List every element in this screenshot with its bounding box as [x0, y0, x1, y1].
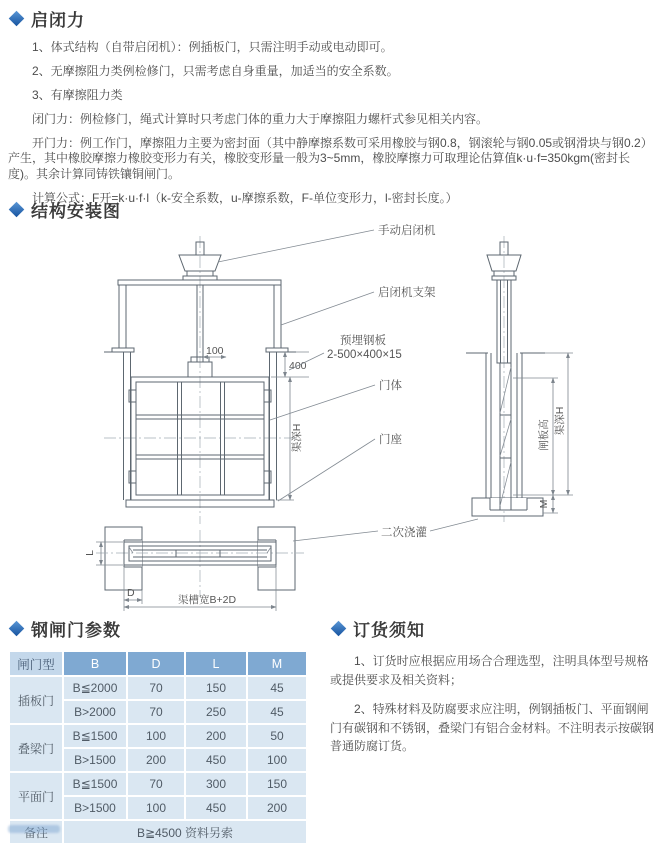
ordering-title: 订货须知: [353, 621, 425, 640]
dim-M: M: [538, 499, 550, 509]
label-gate-body: 门体: [379, 380, 402, 392]
table-cell: 45: [247, 700, 307, 724]
force-item: 2、无摩擦阻力类例检修门，只需考虑自身重量，加适当的安全系数。: [32, 63, 399, 78]
label-embedded-plate: 预埋钢板: [340, 335, 386, 347]
section-title-row: [8, 6, 654, 31]
table-cell: 450: [185, 796, 247, 820]
header-D: D: [127, 651, 185, 676]
label-secondary-pour: 二次浇灌: [381, 527, 427, 539]
table-cell: 150: [185, 676, 247, 700]
open-force-paragraph: 开门力：例工作门，摩擦阻力主要为密封面（其中静摩擦系数可采用橡胶与钢0.8，钢滚轮与钢0.05或钢滑块与钢0.2）产生，其中橡胶摩擦力橡胶变形力有关，橡胶变形量一般为3~5mm，橡胶摩擦力可取理论估算值k·u·f=350kgm(密封长度)。其余计算同铸铁镶铜闸门。: [8, 135, 653, 182]
section-ordering: [330, 616, 654, 767]
dim-channel-depth-front: 渠深H: [291, 423, 303, 453]
diamond-bullet-icon: [9, 202, 25, 218]
label-gate-seat: 门座: [379, 434, 402, 446]
diamond-bullet-icon: [331, 621, 347, 637]
header-L: L: [185, 651, 247, 676]
parameters-title-row: [8, 616, 318, 641]
table-header-row: [9, 651, 307, 676]
section-installation-title: [8, 197, 121, 222]
gate-parameters-table: [8, 650, 308, 845]
dim-100: 100: [206, 345, 224, 357]
section-parameters: [8, 616, 318, 845]
table-cell: 50: [247, 724, 307, 748]
force-item: 1、体式结构（自带启闭机）：例插板门，只需注明手动或电动即可。: [32, 39, 393, 54]
ordering-paragraph: 2、特殊材料及防腐要求应注明，例钢插板门、平面钢闸门有碳钢和不锈钢，叠梁门有铝合金材料。不注明表示按碳钢普通防腐订货。: [330, 702, 655, 754]
foundation-block-side: [472, 498, 543, 516]
table-cell: 100: [247, 748, 307, 772]
type-cell: 插板门: [9, 676, 63, 724]
side-view: [466, 236, 573, 522]
installation-drawing: [0, 222, 660, 614]
table-cell: 150: [247, 772, 307, 796]
table-cell: 70: [127, 676, 185, 700]
dim-L: L: [84, 550, 96, 556]
table-cell: 200: [247, 796, 307, 820]
diamond-bullet-icon: [9, 11, 25, 27]
table-cell: 70: [127, 772, 185, 796]
header-M: M: [247, 651, 307, 676]
table-cell: 200: [185, 724, 247, 748]
dim-gate-plate-height: 闸板高: [538, 419, 550, 451]
table-row: [9, 676, 307, 700]
table-cell: B≦1500: [63, 772, 127, 796]
front-view: [104, 236, 309, 524]
diamond-bullet-icon: [9, 621, 25, 637]
table-cell: B>1500: [63, 748, 127, 772]
table-cell: 70: [127, 700, 185, 724]
table-cell: B>2000: [63, 700, 127, 724]
table-row: [9, 724, 307, 748]
installation-title: 结构安装图: [31, 202, 121, 221]
table-cell: B>1500: [63, 796, 127, 820]
note-value-cell: B≧4500 资料另索: [63, 820, 307, 844]
close-force-paragraph: 闭门力：例检修门，绳式计算时只考虑门体的重力大于摩擦阻力螺杆式参见相关内容。: [32, 111, 489, 126]
table-cell: 250: [185, 700, 247, 724]
table-cell: 100: [127, 796, 185, 820]
header-gate-type: 闸门型: [9, 651, 63, 676]
gate-plate-side: [500, 363, 511, 510]
section-opening-force: [8, 6, 654, 215]
note-label-cell: 备注: [9, 820, 63, 844]
table-cell: 100: [127, 724, 185, 748]
force-item: 3、有摩擦阻力类: [32, 87, 123, 102]
table-cell: 450: [185, 748, 247, 772]
type-cell: 叠梁门: [9, 724, 63, 772]
dim-D: D: [127, 587, 135, 599]
ordering-paragraph: 1、订货时应根据应用场合合理选型，注明具体型号规格或提供要求及相关资料；: [330, 654, 649, 687]
table-cell: 300: [185, 772, 247, 796]
ordering-title-row: [330, 616, 654, 641]
channel-walls-side: [466, 353, 545, 498]
header-B: B: [63, 651, 127, 676]
label-hoist-bracket: 启闭机支架: [378, 287, 436, 299]
table-cell: B≦1500: [63, 724, 127, 748]
plan-dimensions: [84, 542, 276, 611]
dim-400: 400: [289, 360, 307, 372]
type-cell: 平面门: [9, 772, 63, 820]
table-cell: 45: [247, 676, 307, 700]
dim-channel-depth-side: 渠深H: [554, 406, 566, 436]
formula-paragraph: 计算公式：F开=k·u·f·l（k-安全系数，u-摩擦系数，F-单位变形力，l-密封长度。）: [32, 191, 458, 206]
dim-groove-width: 渠槽宽B+2D: [177, 594, 237, 606]
table-cell: 200: [127, 748, 185, 772]
parameters-title: 钢闸门参数: [31, 621, 121, 640]
page-title: 启闭力: [31, 11, 85, 30]
label-manual-hoist: 手动启闭机: [378, 225, 436, 237]
plan-view: [84, 527, 304, 611]
table-cell: B≦2000: [63, 676, 127, 700]
label-embedded-plate-size: 2-500×400×15: [327, 349, 402, 361]
table-row: [9, 772, 307, 796]
